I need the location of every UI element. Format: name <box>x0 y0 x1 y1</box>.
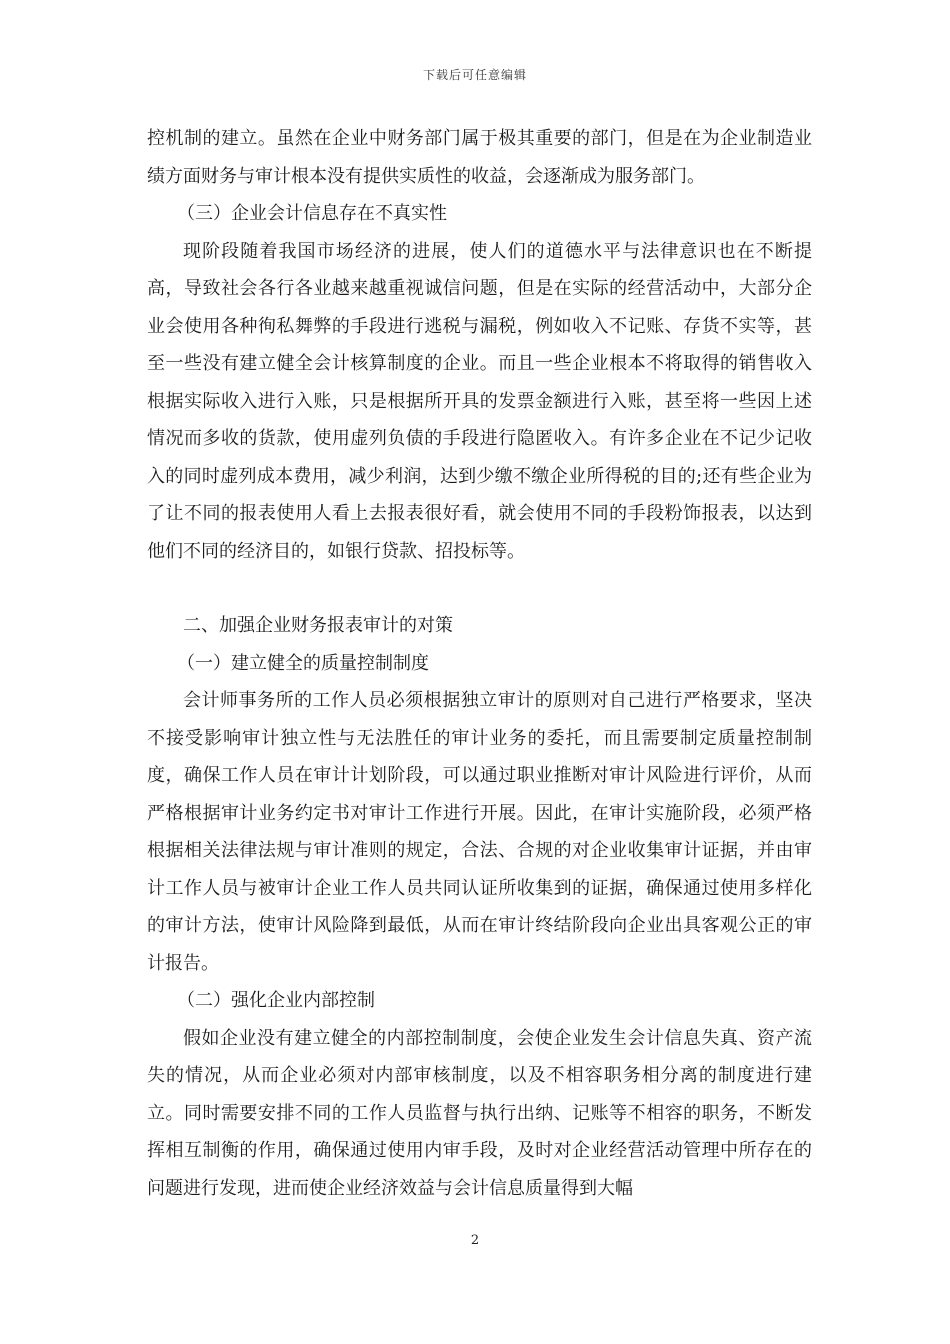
paragraph-continuation: 控机制的建立。虽然在企业中财务部门属于极其重要的部门，但是在为企业制造业绩方面财务与审计根本没有提供实质性的收益，会逐渐成为服务部门。 <box>147 128 812 187</box>
page-header: 下载后可任意编辑 <box>422 68 527 82</box>
section-heading-two: 二、加强企业财务报表审计的对策 <box>183 615 453 636</box>
paragraph-quality-control: 会计师事务所的工作人员必须根据独立审计的原则对自己进行严格要求，坚决不接受影响审计独立性与无法胜任的审计业务的委托，而且需要制定质量控制制度，确保工作人员在审计计划阶段，可以通过职业推断对审计风险进行评价，从而严格根据审计业务约定书对审计工作进行开展。因此，在审计实施阶段，必须严格根据相关法律法规与审计准则的规定，合法、合规的对企业收集审计证据，并由审计工作人员与被审计企业工作人员共同认证所收集到的证据，确保通过使用多样化的审计方法，使审计风险降到最低，从而在审计终结阶段向企业出具客观公正的审计报告。 <box>147 690 812 974</box>
paragraph-accounting-info: 现阶段随着我国市场经济的进展，使人们的道德水平与法律意识也在不断提高，导致社会各行各业越来越重视诚信问题，但是在实际的经营活动中，大部分企业会使用各种徇私舞弊的手段进行逃税与漏税，例如收入不记账、存货不实等，甚至一些没有建立健全会计核算制度的企业。而且一些企业根本不将取得的销售收入根据实际收入进行入账，只是根据所开具的发票金额进行入账，甚至将一些因上述情况而多收的货款，使用虚列负债的手段进行隐匿收入。有许多企业在不记少记收入的同时虚列成本费用，减少利润，达到少缴不缴企业所得税的目的;还有些企业为了让不同的报表使用人看上去报表很好看，就会使用不同的手段粉饰报表，以达到他们不同的经济目的，如银行贷款、招投标等。 <box>147 240 812 562</box>
subheading-one: （一）建立健全的质量控制制度 <box>177 652 429 674</box>
paragraph-internal-control: 假如企业没有建立健全的内部控制制度，会使企业发生会计信息失真、资产流失的情况，从而企业必须对内部审核制度，以及不相容职务相分离的制度进行建立。同时需要安排不同的工作人员监督与执行出纳、记账等不相容的职务，不断发挥相互制衡的作用，确保通过使用内审手段，及时对企业经营活动管理中所存在的问题进行发现，进而使企业经济效益与会计信息质量得到大幅 <box>147 1027 812 1199</box>
subheading-three: （三）企业会计信息存在不真实性 <box>177 203 447 224</box>
subheading-two: （二）强化企业内部控制 <box>177 990 375 1011</box>
page-number: 2 <box>470 1233 480 1248</box>
document-body <box>147 120 812 1207</box>
